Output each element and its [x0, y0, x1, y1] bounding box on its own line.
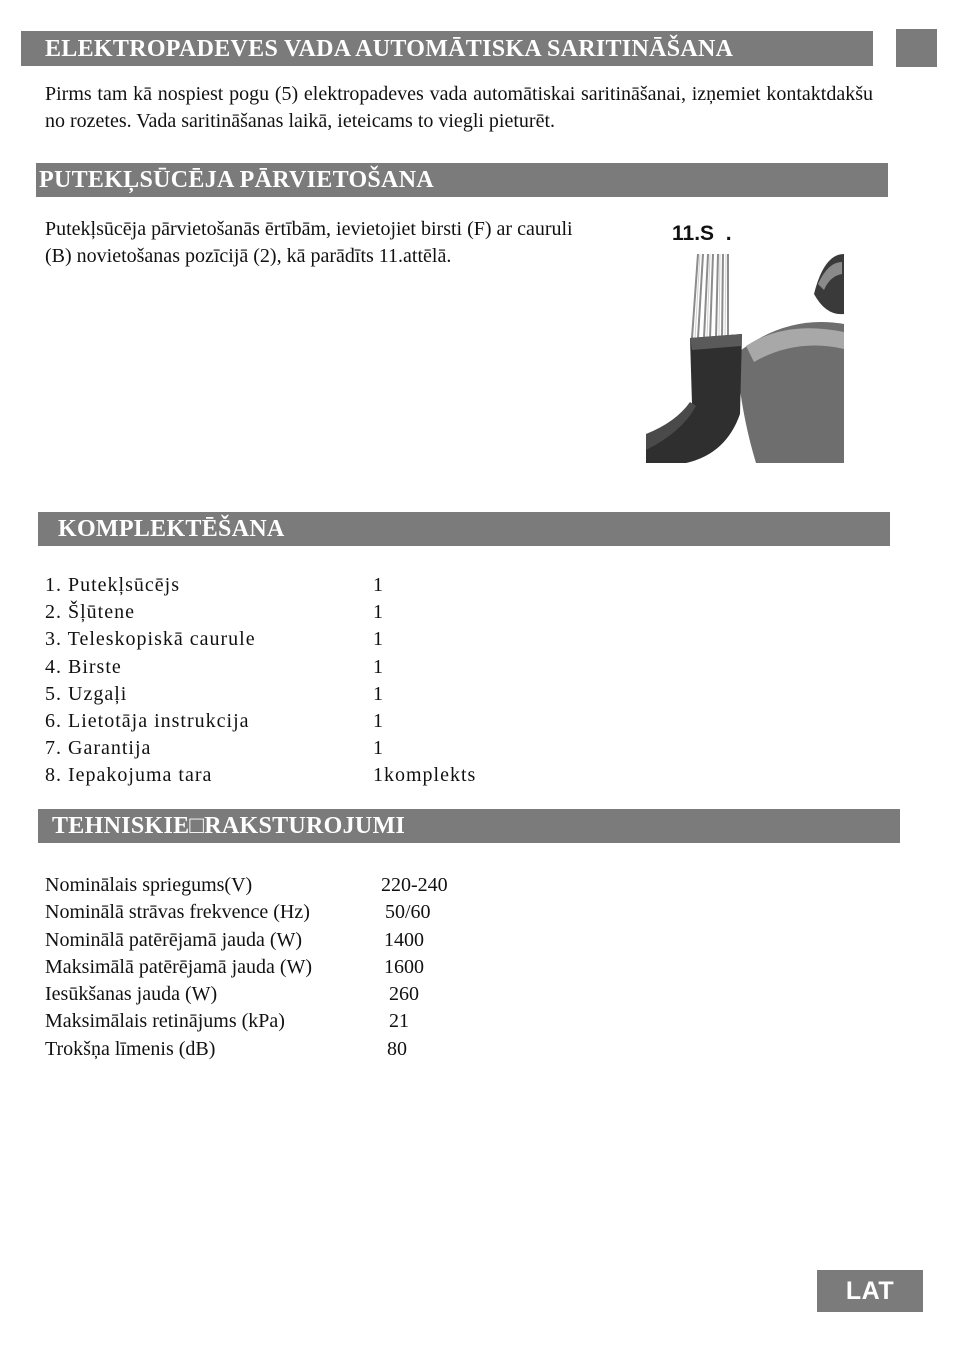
list-item: [45, 762, 505, 789]
spec-row: [45, 981, 505, 1008]
section-heading-kit: [38, 512, 890, 546]
language-tab: LAT: [817, 1270, 923, 1312]
spec-value: 80: [387, 1037, 407, 1060]
item-name: 8. Iepakojuma tara: [45, 764, 213, 787]
list-item: [45, 681, 505, 708]
section-heading-cord-rewind: [21, 31, 873, 66]
item-qty: 1: [373, 737, 384, 760]
section-heading-moving: [36, 163, 888, 197]
spec-row: [45, 1036, 505, 1063]
item-name: 7. Garantija: [45, 737, 152, 760]
figure-label: 11.S .: [672, 222, 732, 245]
spec-name: Nominālā strāvas frekvence (Hz): [45, 901, 310, 924]
section-title: KOMPLEKTĒŠANA: [58, 516, 285, 542]
spec-value: 1400: [384, 928, 424, 951]
spec-name: Nominālā patērējamā jauda (W): [45, 928, 303, 951]
spec-row: [45, 1008, 505, 1035]
spec-name: Maksimālā patērējamā jauda (W): [45, 955, 313, 978]
section-heading-specs: [38, 809, 900, 843]
moving-paragraph: Putekļsūcēja pārvietošanās ērtībām, ievietojiet birsti (F) ar cauruli (B) novietošanas pozīcijā (2), kā parādīts 11.attēlā.: [45, 218, 573, 267]
kit-list: [45, 572, 505, 790]
item-name: 1. Putekļsūcējs: [45, 574, 180, 596]
spec-name: Trokšņa līmenis (dB): [45, 1037, 216, 1060]
spec-name: Maksimālais retinājums (kPa): [45, 1010, 285, 1033]
spec-name: Iesūkšanas jauda (W): [45, 983, 218, 1006]
item-name: 3. Teleskopiskā caurule: [45, 628, 256, 651]
item-qty: 1: [373, 601, 384, 624]
list-item: [45, 708, 505, 735]
item-qty: 1: [373, 574, 384, 596]
section-title: TEHNISKIE□RAKSTUROJUMI: [52, 813, 406, 839]
section-title: PUTEKĻSŪCĒJA PĀRVIETOŠANA: [39, 167, 434, 193]
spec-value: 21: [389, 1010, 409, 1033]
section-title: ELEKTROPADEVES VADA AUTOMĀTISKA SARITINĀŠANA: [45, 36, 734, 62]
spec-value: 50/60: [385, 901, 431, 924]
spec-row: [45, 899, 505, 926]
item-name: 4. Birste: [45, 655, 122, 678]
corner-tab: [896, 29, 937, 67]
vacuum-parking-photo: [646, 254, 844, 463]
specs-list: [45, 872, 505, 1063]
item-qty: 1: [373, 655, 384, 678]
spec-value: 1600: [384, 955, 424, 978]
item-name: 6. Lietotāja instrukcija: [45, 709, 250, 732]
item-qty: 1komplekts: [373, 764, 477, 787]
item-name: 2. Šļūtene: [45, 601, 135, 624]
spec-name: Nominālais spriegums(V): [45, 874, 253, 896]
list-item: [45, 572, 505, 599]
item-qty: 1: [373, 628, 384, 651]
item-qty: 1: [373, 709, 384, 732]
list-item: [45, 599, 505, 626]
spec-value: 260: [389, 983, 419, 1006]
list-item: [45, 735, 505, 762]
cord-rewind-paragraph: Pirms tam kā nospiest pogu (5) elektropadeves vada automātiskai saritināšanai, izņemiet kontaktdakšu no rozetes. Vada saritināšanas laikā, ieteicams to viegli pieturēt.: [45, 83, 873, 132]
list-item: [45, 626, 505, 653]
item-name: 5. Uzgaļi: [45, 682, 128, 705]
item-qty: 1: [373, 682, 384, 705]
list-item: [45, 654, 505, 681]
spec-value: 220-240: [381, 874, 448, 896]
spec-row: [45, 927, 505, 954]
spec-row: [45, 954, 505, 981]
spec-row: [45, 872, 505, 899]
